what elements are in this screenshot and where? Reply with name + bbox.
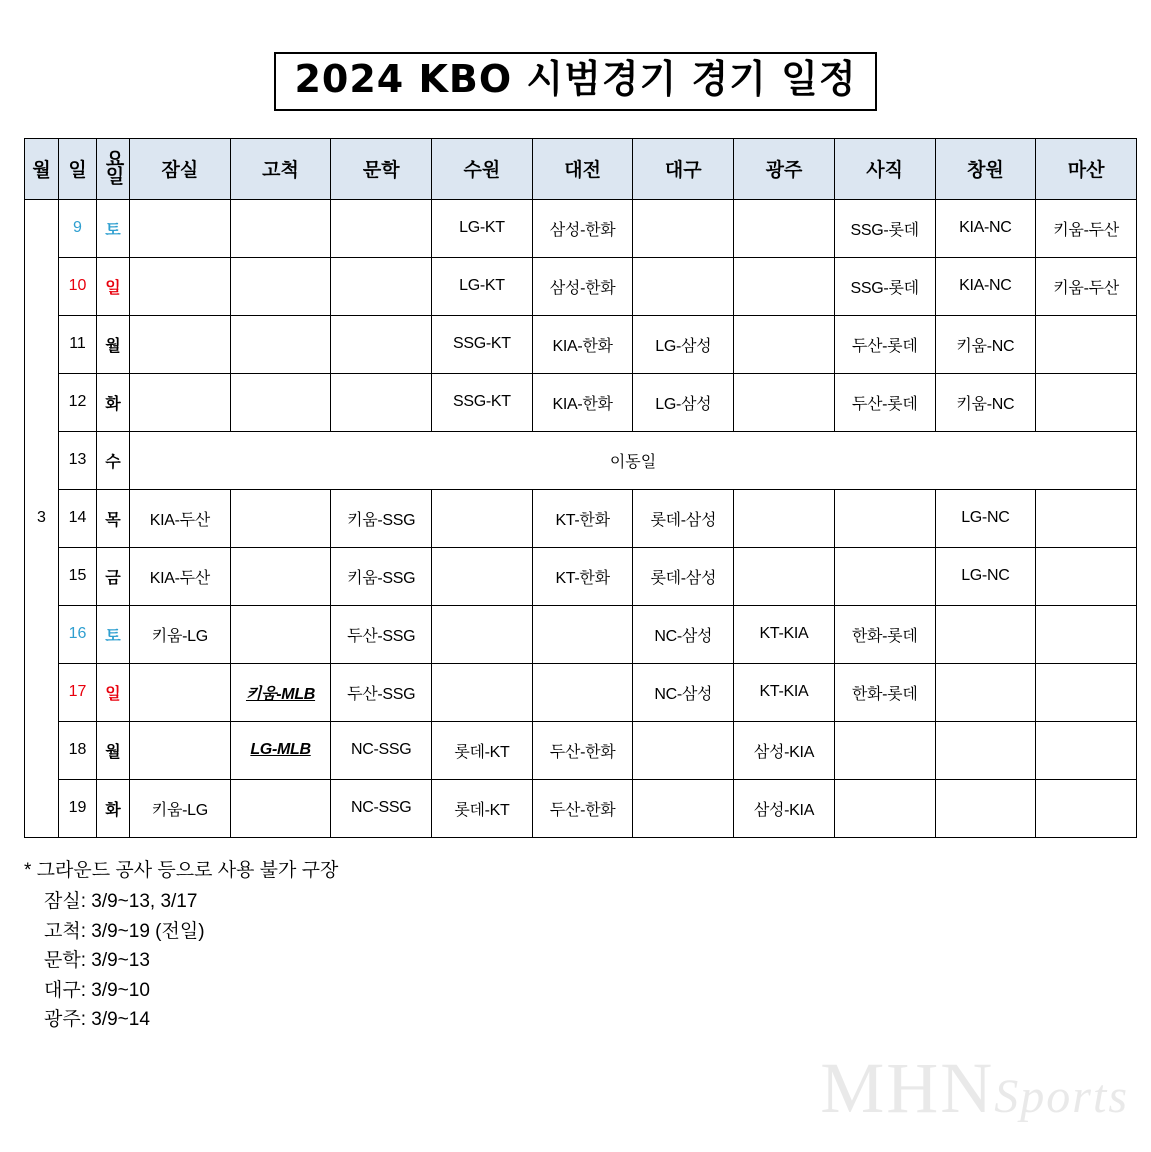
- cell-day-number: 18: [59, 721, 97, 779]
- cell-game: SSG-롯데: [834, 257, 935, 315]
- cell-month: 3: [25, 199, 59, 837]
- cell-weekday: 월: [97, 315, 130, 373]
- cell-game: [1036, 779, 1137, 837]
- cell-game: NC-삼성: [633, 605, 734, 663]
- table-row: [25, 199, 1137, 257]
- table-row: [25, 663, 1137, 721]
- header-month: 월: [25, 138, 59, 199]
- cell-game: 삼성-한화: [532, 257, 633, 315]
- cell-game: [633, 199, 734, 257]
- cell-game: LG-KT: [432, 257, 533, 315]
- table-row: [25, 547, 1137, 605]
- cell-game: [1036, 605, 1137, 663]
- cell-game: NC-삼성: [633, 663, 734, 721]
- cell-game: [230, 199, 331, 257]
- cell-weekday: 금: [97, 547, 130, 605]
- cell-game: [230, 315, 331, 373]
- table-row: [25, 605, 1137, 663]
- cell-game: [230, 373, 331, 431]
- cell-game: 한화-롯데: [834, 663, 935, 721]
- cell-game: 키움-SSG: [331, 489, 432, 547]
- cell-move-day: 이동일: [130, 431, 1137, 489]
- note-item-jamsil: 잠실: 3/9~13, 3/17: [44, 891, 198, 913]
- cell-game: 한화-롯데: [834, 605, 935, 663]
- cell-game: 롯데-삼성: [633, 489, 734, 547]
- cell-game: [130, 373, 231, 431]
- header-stadium-masan: 마산: [1036, 138, 1137, 199]
- cell-game: LG-MLB: [230, 721, 331, 779]
- cell-weekday: 화: [97, 373, 130, 431]
- cell-game: [734, 257, 835, 315]
- cell-game: KIA-한화: [532, 315, 633, 373]
- cell-game: [834, 779, 935, 837]
- cell-game: 두산-SSG: [331, 663, 432, 721]
- watermark-logo: [820, 1047, 1129, 1130]
- header-stadium-sajik: 사직: [834, 138, 935, 199]
- cell-game: SSG-KT: [432, 373, 533, 431]
- cell-game: [935, 663, 1036, 721]
- cell-game: SSG-KT: [432, 315, 533, 373]
- cell-game: 롯데-삼성: [633, 547, 734, 605]
- cell-game: 키움-LG: [130, 779, 231, 837]
- cell-weekday: 목: [97, 489, 130, 547]
- note-item-gocheok: 고척: 3/9~19 (전일): [44, 920, 205, 942]
- cell-game: 두산-롯데: [834, 373, 935, 431]
- cell-game: [1036, 547, 1137, 605]
- header-stadium-gwangju: 광주: [734, 138, 835, 199]
- cell-day-number: 9: [59, 199, 97, 257]
- header-day: 일: [59, 138, 97, 199]
- cell-game: [230, 779, 331, 837]
- header-weekday: [97, 138, 130, 199]
- cell-weekday: 화: [97, 779, 130, 837]
- note-item-munhak: 문학: 3/9~13: [44, 950, 150, 972]
- table-header-row: [25, 138, 1137, 199]
- table-row: [25, 373, 1137, 431]
- cell-game: [230, 605, 331, 663]
- cell-game: [532, 663, 633, 721]
- cell-day-number: 19: [59, 779, 97, 837]
- cell-game: [834, 489, 935, 547]
- cell-game: 키움-SSG: [331, 547, 432, 605]
- header-stadium-daegu: 대구: [633, 138, 734, 199]
- cell-game: [1036, 489, 1137, 547]
- cell-game: [331, 373, 432, 431]
- cell-weekday: 일: [97, 663, 130, 721]
- cell-game: [432, 663, 533, 721]
- cell-game: 삼성-KIA: [734, 779, 835, 837]
- cell-game: 삼성-한화: [532, 199, 633, 257]
- table-row: [25, 257, 1137, 315]
- header-stadium-changwon: 창원: [935, 138, 1036, 199]
- cell-game: [1036, 373, 1137, 431]
- table-body: [25, 199, 1137, 837]
- cell-game: [130, 257, 231, 315]
- cell-game: 두산-SSG: [331, 605, 432, 663]
- cell-game: KIA-한화: [532, 373, 633, 431]
- cell-game: [734, 373, 835, 431]
- cell-day-number: 14: [59, 489, 97, 547]
- page-title-container: [0, 52, 1151, 111]
- cell-game: [130, 663, 231, 721]
- cell-game: KIA-두산: [130, 547, 231, 605]
- header-stadium-gocheok: 고척: [230, 138, 331, 199]
- cell-game: [734, 547, 835, 605]
- cell-game: LG-삼성: [633, 373, 734, 431]
- cell-game: 키움-MLB: [230, 663, 331, 721]
- cell-weekday: 토: [97, 199, 130, 257]
- cell-game: [432, 489, 533, 547]
- cell-game: 삼성-KIA: [734, 721, 835, 779]
- header-stadium-jamsil: 잠실: [130, 138, 231, 199]
- cell-game: KT-한화: [532, 547, 633, 605]
- cell-day-number: 16: [59, 605, 97, 663]
- cell-day-number: 15: [59, 547, 97, 605]
- cell-game: SSG-롯데: [834, 199, 935, 257]
- cell-game: [633, 779, 734, 837]
- cell-game: 키움-NC: [935, 315, 1036, 373]
- cell-game: 두산-한화: [532, 721, 633, 779]
- cell-game: [432, 605, 533, 663]
- cell-game: LG-NC: [935, 489, 1036, 547]
- cell-weekday: 수: [97, 431, 130, 489]
- cell-game: [130, 199, 231, 257]
- cell-game: [1036, 315, 1137, 373]
- cell-game: [935, 779, 1036, 837]
- cell-game: [834, 721, 935, 779]
- cell-game: KT-KIA: [734, 663, 835, 721]
- cell-day-number: 13: [59, 431, 97, 489]
- cell-game: LG-NC: [935, 547, 1036, 605]
- notes-heading: * 그라운드 공사 등으로 사용 불가 구장: [24, 859, 339, 881]
- cell-game: [1036, 663, 1137, 721]
- table-row: [25, 489, 1137, 547]
- cell-game: [130, 315, 231, 373]
- header-weekday-label: 요일: [102, 148, 124, 183]
- cell-game: [230, 489, 331, 547]
- cell-weekday: 토: [97, 605, 130, 663]
- cell-game: [734, 315, 835, 373]
- cell-weekday: 일: [97, 257, 130, 315]
- table-row: [25, 779, 1137, 837]
- cell-day-number: 11: [59, 315, 97, 373]
- watermark-sub: Sports: [994, 1070, 1129, 1123]
- cell-game: 키움-두산: [1036, 257, 1137, 315]
- cell-game: KIA-두산: [130, 489, 231, 547]
- notes-section: [24, 856, 1151, 1035]
- cell-game: [532, 605, 633, 663]
- cell-game: [130, 721, 231, 779]
- cell-game: [230, 547, 331, 605]
- cell-game: 키움-NC: [935, 373, 1036, 431]
- header-stadium-munhak: 문학: [331, 138, 432, 199]
- cell-game: [230, 257, 331, 315]
- schedule-table-container: [24, 138, 1137, 838]
- cell-game: [633, 257, 734, 315]
- cell-game: KIA-NC: [935, 257, 1036, 315]
- cell-game: LG-KT: [432, 199, 533, 257]
- watermark-main: MHN: [820, 1048, 995, 1128]
- cell-game: [935, 721, 1036, 779]
- table-header: [25, 138, 1137, 199]
- cell-game: [331, 257, 432, 315]
- cell-game: 두산-롯데: [834, 315, 935, 373]
- cell-game: 두산-한화: [532, 779, 633, 837]
- note-item-daegu: 대구: 3/9~10: [44, 979, 150, 1001]
- table-row: [25, 431, 1137, 489]
- table-row: [25, 315, 1137, 373]
- note-item-gwangju: 광주: 3/9~14: [44, 1009, 150, 1031]
- header-stadium-suwon: 수원: [432, 138, 533, 199]
- cell-game: 키움-두산: [1036, 199, 1137, 257]
- cell-game: [331, 315, 432, 373]
- cell-game: 키움-LG: [130, 605, 231, 663]
- page-title: 2024 KBO 시범경기 경기 일정: [274, 52, 876, 111]
- cell-game: [734, 199, 835, 257]
- cell-game: [331, 199, 432, 257]
- cell-day-number: 17: [59, 663, 97, 721]
- cell-game: KT-KIA: [734, 605, 835, 663]
- cell-game: 롯데-KT: [432, 779, 533, 837]
- cell-day-number: 10: [59, 257, 97, 315]
- cell-game: NC-SSG: [331, 721, 432, 779]
- cell-game: [1036, 721, 1137, 779]
- table-row: [25, 721, 1137, 779]
- cell-game: [734, 489, 835, 547]
- cell-game: [432, 547, 533, 605]
- cell-game: KIA-NC: [935, 199, 1036, 257]
- cell-game: [834, 547, 935, 605]
- cell-weekday: 월: [97, 721, 130, 779]
- cell-game: LG-삼성: [633, 315, 734, 373]
- cell-game: NC-SSG: [331, 779, 432, 837]
- cell-game: [633, 721, 734, 779]
- cell-game: KT-한화: [532, 489, 633, 547]
- header-stadium-daejeon: 대전: [532, 138, 633, 199]
- cell-game: [935, 605, 1036, 663]
- cell-day-number: 12: [59, 373, 97, 431]
- schedule-table: [24, 138, 1137, 838]
- cell-game: 롯데-KT: [432, 721, 533, 779]
